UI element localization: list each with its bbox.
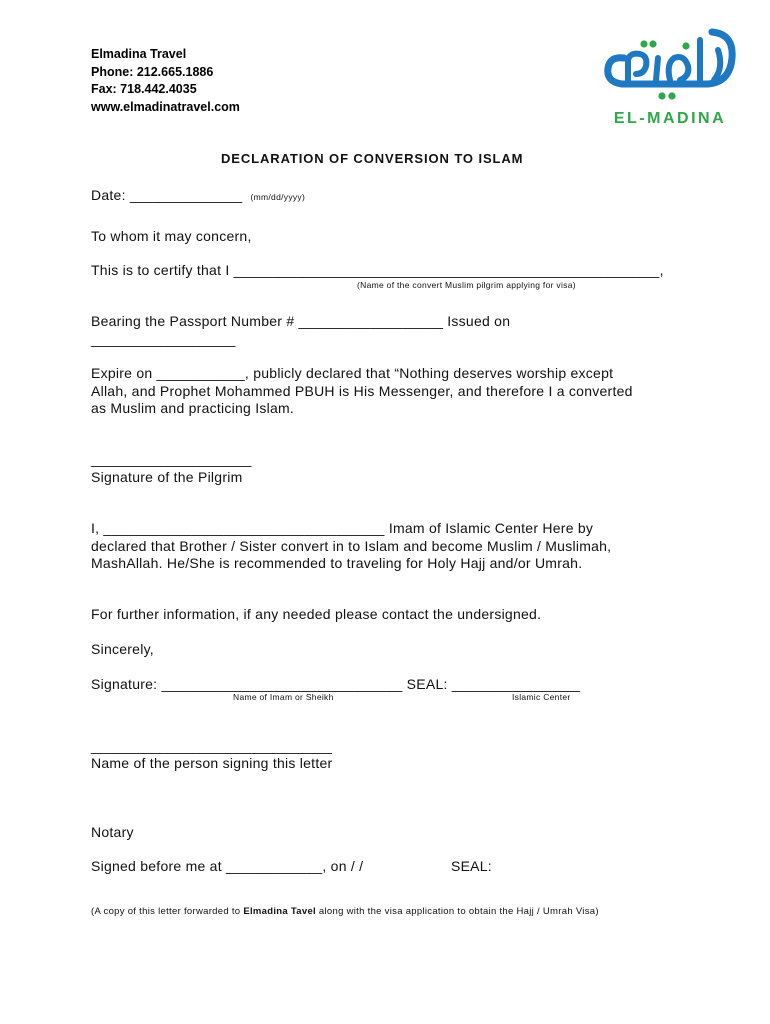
- passport-line[interactable]: Bearing the Passport Number # __________________ Issued on: [91, 313, 511, 329]
- islamic-center-hint: Islamic Center: [512, 692, 571, 702]
- notary-heading: Notary: [91, 824, 134, 840]
- footer-note: [91, 906, 599, 917]
- company-header: [91, 46, 240, 116]
- imam-line[interactable]: I, ___________________________________ Imam of Islamic Center Here by: [91, 520, 594, 536]
- company-fax: Fax: 718.442.4035: [91, 82, 197, 96]
- signature-seal-line[interactable]: Signature: ______________________________ SEAL: ________________: [91, 676, 581, 692]
- imam-name-hint: Name of Imam or Sheikh: [233, 692, 334, 702]
- logo-wordmark: EL-MADINA: [613, 110, 727, 127]
- notary-seal-label: SEAL:: [451, 858, 492, 874]
- declaration-line-2: Allah, and Prophet Mohammed PBUH is His Messenger, and therefore I a converted: [91, 383, 633, 399]
- date-format-hint: (mm/dd/yyyy): [250, 192, 306, 202]
- signer-name-field[interactable]: ______________________________: [91, 738, 333, 754]
- declaration-line-3: as Muslim and practicing Islam.: [91, 400, 295, 416]
- notary-signed-line[interactable]: Signed before me at ____________, on / /: [91, 858, 364, 874]
- issued-on-field[interactable]: __________________: [91, 331, 236, 347]
- footer-company: Elmadina Tavel: [243, 906, 316, 917]
- certify-line[interactable]: This is to certify that I _____________________________________________________,: [91, 262, 664, 278]
- imam-declaration-line-3: MashAllah. He/She is recommended to traveling for Holy Hajj and/or Umrah.: [91, 555, 583, 571]
- date-field[interactable]: Date: ______________: [91, 187, 243, 203]
- expire-line[interactable]: Expire on ___________, publicly declared that “Nothing deserves worship except: [91, 365, 614, 381]
- company-phone: Phone: 212.665.1886: [91, 64, 214, 79]
- pilgrim-signature-label: Signature of the Pilgrim: [91, 469, 243, 485]
- sincerely: Sincerely,: [91, 641, 154, 657]
- further-info: For further information, if any needed please contact the undersigned.: [91, 606, 542, 622]
- company-name: Elmadina Travel: [91, 47, 187, 61]
- logo-arabic-mark: [600, 24, 740, 108]
- signer-name-label: Name of the person signing this letter: [91, 755, 333, 771]
- el-madina-logo: [600, 24, 740, 134]
- footer-text-post: along with the visa application to obtain the Hajj / Umrah Visa): [315, 906, 599, 917]
- document-title: DECLARATION OF CONVERSION TO ISLAM: [221, 151, 524, 166]
- footer-text-pre: (A copy of this letter forwarded to: [91, 906, 244, 917]
- date-line: [91, 187, 305, 203]
- pilgrim-signature-field[interactable]: ____________________: [91, 451, 252, 467]
- salutation: To whom it may concern,: [91, 228, 252, 244]
- imam-declaration-line-2: declared that Brother / Sister convert in to Islam and become Muslim / Muslimah,: [91, 538, 612, 554]
- company-website: www.elmadinatravel.com: [91, 99, 240, 114]
- certify-hint: (Name of the convert Muslim pilgrim applying for visa): [357, 280, 576, 290]
